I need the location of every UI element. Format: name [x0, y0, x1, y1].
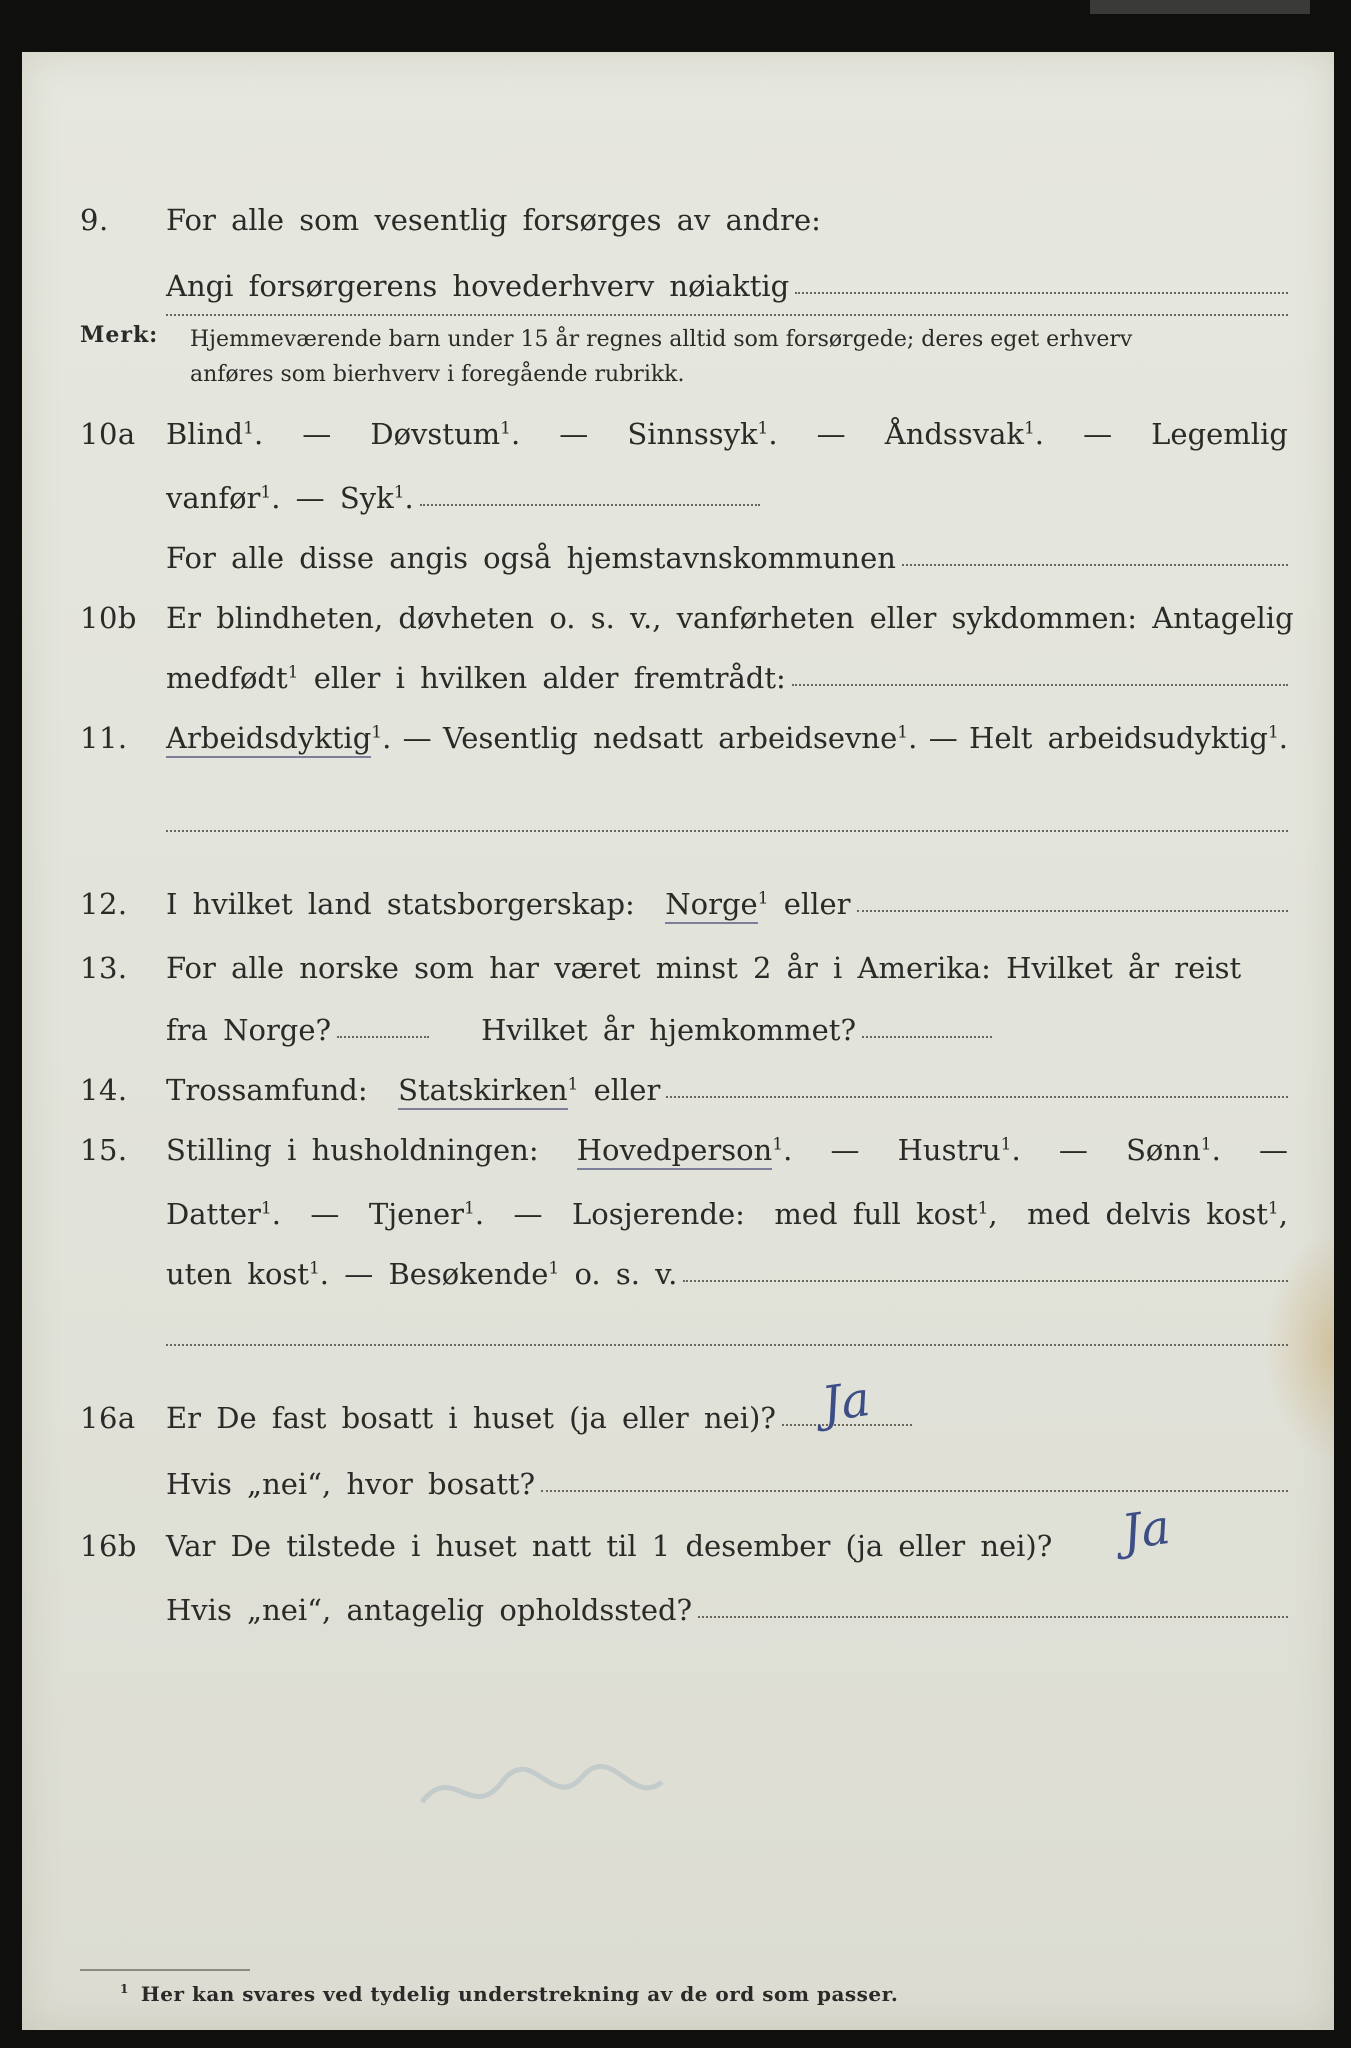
dash-7: — [928, 721, 958, 755]
opt-andssvak[interactable]: Åndssvak$^1$. [884, 417, 1044, 451]
q10a-row-3 [22, 532, 1334, 584]
q13-row-2 [22, 1004, 1334, 1056]
q10a-row-1 [22, 408, 1334, 460]
opt-tjener[interactable]: Tjener$^1$. [368, 1197, 485, 1231]
q15-row-1 [22, 1124, 1334, 1176]
q15-losjerende: Losjerende: [571, 1197, 745, 1231]
q13-fra: fra Norge? [166, 1013, 332, 1047]
q9-answer-line[interactable] [795, 292, 1288, 294]
opt-syk[interactable]: Syk$^1$. [339, 481, 414, 515]
dash-5: — [295, 481, 325, 515]
census-form-page [22, 52, 1334, 2030]
q9-line1: For alle som vesentlig forsørges av andre: [166, 203, 821, 237]
q9-row-1 [22, 194, 1334, 246]
q16b-handwritten-answer: Ja [1118, 1498, 1174, 1562]
q9-row-2 [22, 260, 1334, 312]
footnote [120, 1982, 898, 2006]
opt-uten[interactable]: uten kost$^1$. [166, 1257, 330, 1291]
q13-line2 [166, 1013, 1288, 1047]
merk-label: Merk: [80, 322, 159, 348]
dash-2: — [559, 417, 589, 451]
q10b-row-1 [22, 592, 1334, 644]
opt-hustru[interactable]: Hustru$^1$. [897, 1133, 1021, 1167]
q12-line [166, 887, 1288, 921]
q14-answer-line[interactable] [666, 1096, 1288, 1098]
q10a-syk-line[interactable] [420, 504, 760, 506]
q16b-line1 [166, 1529, 1288, 1563]
q15-osv: o. s. v. [574, 1257, 678, 1291]
q10b-answer-line[interactable] [792, 684, 1288, 686]
q15-row-3 [22, 1248, 1334, 1300]
dash-13: — [344, 1257, 374, 1291]
dash-8: — [830, 1133, 860, 1167]
q16a-row-1 [22, 1392, 1334, 1444]
opt-arbeidsdyktig[interactable]: Arbeidsdyktig$^1$. [166, 721, 391, 755]
q10b-number: 10b [80, 601, 137, 635]
q13-row-1 [22, 942, 1334, 994]
dash-4: — [1083, 417, 1113, 451]
top-edge [1090, 0, 1310, 14]
q16a-line1 [166, 1401, 1288, 1435]
q16b-line2-text: Hvis „nei“, antagelig opholdssted? [166, 1593, 693, 1627]
q11-number: 11. [80, 721, 128, 755]
dash-3: — [816, 417, 846, 451]
footnote-text: Her kan svares ved tydelig understrekning av de ord som passer. [140, 1982, 899, 2006]
q10a-row-2 [22, 472, 1334, 524]
q15-answer-line[interactable] [683, 1280, 1288, 1282]
opt-sinnssyk[interactable]: Sinnssyk$^1$. [627, 417, 778, 451]
dash-9: — [1058, 1133, 1088, 1167]
q16a-text: Er De fast bosatt i huset (ja eller nei)? [166, 1401, 776, 1435]
q15-text: Stilling i husholdningen: [166, 1133, 539, 1167]
q12-answer-line[interactable] [857, 910, 1288, 912]
q14-text: Trossamfund: [166, 1073, 368, 1107]
opt-statskirken[interactable]: Statskirken$^1$ [398, 1073, 578, 1107]
merk-line2: anføres som bierhverv i foregående rubrikk. [190, 362, 685, 387]
bleed-through-mark [412, 1752, 672, 1832]
q10a-number: 10a [80, 417, 136, 451]
q15-line2 [166, 1197, 1288, 1231]
opt-dovstum[interactable]: Døvstum$^1$. [370, 417, 521, 451]
dash-11: — [310, 1197, 340, 1231]
q12-text: I hvilket land statsborgerskap: [166, 887, 635, 921]
footnote-rule [80, 1969, 250, 1971]
opt-nedsatt[interactable]: Vesentlig nedsatt arbeidsevne$^1$. [443, 721, 918, 755]
q16a-line2-text: Hvis „nei“, hvor bosatt? [166, 1467, 536, 1501]
q10b-row-2 [22, 652, 1334, 704]
q10b-rest: eller i hvilken alder fremtrådt: [313, 661, 786, 695]
q9-extra-line [166, 314, 1288, 316]
opt-blind[interactable]: Blind$^1$. [166, 417, 264, 451]
opt-medfodt[interactable]: medfødt$^1$ [166, 661, 299, 695]
q16a-line2 [166, 1467, 1288, 1501]
q16b-text: Var De tilstede i huset natt til 1 desember (ja eller nei)? [166, 1529, 1053, 1563]
merk-line1: Hjemmeværende barn under 15 år regnes alltid som forsørgede; deres eget erhverv [190, 327, 1133, 352]
q15-line3 [166, 1257, 1288, 1291]
dash-1: — [302, 417, 332, 451]
q14-eller: eller [593, 1073, 661, 1107]
dash-6: — [402, 721, 432, 755]
q10b-line1: Er blindheten, døvheten o. s. v., vanførheten eller sykdommen: Antagelig [166, 601, 1294, 635]
q14-number: 14. [80, 1073, 128, 1107]
q16b-line2 [166, 1593, 1288, 1627]
opt-fullkost[interactable]: med full kost$^1$, [774, 1197, 998, 1231]
q15-line1 [166, 1133, 1288, 1167]
opt-norge[interactable]: Norge$^1$ [665, 887, 768, 921]
dash-12: — [513, 1197, 543, 1231]
q16a-number: 16a [80, 1401, 136, 1435]
q13-hjem-line[interactable] [862, 1036, 992, 1038]
q11-line [166, 721, 1288, 755]
q14-row [22, 1064, 1334, 1116]
footnote-mark: 1 [120, 1982, 129, 1997]
opt-hovedperson[interactable]: Hovedperson$^1$. [577, 1133, 793, 1167]
q11-row [22, 712, 1334, 764]
q13-fra-line[interactable] [337, 1036, 429, 1038]
q16a-handwritten-answer: Ja [818, 1370, 874, 1434]
q16b-number: 16b [80, 1529, 137, 1563]
q16b-oppholdssted-line[interactable] [698, 1616, 1288, 1618]
opt-udyktig[interactable]: Helt arbeidsudyktig$^1$. [969, 721, 1288, 755]
q16b-row-2 [22, 1584, 1334, 1636]
q9-line2-text: Angi forsørgerens hovederhverv nøiaktig [166, 269, 790, 303]
opt-sonn[interactable]: Sønn$^1$. [1126, 1133, 1221, 1167]
q14-line [166, 1073, 1288, 1107]
q13-number: 13. [80, 951, 128, 985]
merk-note [190, 322, 1288, 392]
q9-line2 [166, 269, 1288, 303]
q12-number: 12. [80, 887, 128, 921]
q13-line1: For alle norske som har været minst 2 år i Amerika: Hvilket år reist [166, 951, 1242, 985]
opt-datter[interactable]: Datter$^1$. [166, 1197, 281, 1231]
opt-besokende[interactable]: Besøkende$^1$ [388, 1257, 560, 1291]
q11-answer-line[interactable] [166, 830, 1288, 832]
q12-eller: eller [783, 887, 851, 921]
q13-hjem: Hvilket år hjemkommet? [481, 1013, 857, 1047]
q16a-bosatt-line[interactable] [541, 1490, 1288, 1492]
opt-legemlig[interactable]: Legemlig [1151, 417, 1288, 451]
q10a-line3 [166, 541, 1288, 575]
q10b-line2 [166, 661, 1288, 695]
dash-10: — [1258, 1133, 1288, 1167]
opt-vanfor[interactable]: vanfør$^1$. [166, 481, 281, 515]
q10a-line1 [166, 417, 1288, 451]
q10a-line2 [166, 481, 1288, 515]
q10a-line3-text: For alle disse angis også hjemstavnskommunen [166, 541, 896, 575]
opt-delvis[interactable]: med delvis kost$^1$, [1027, 1197, 1288, 1231]
q15-row-2 [22, 1188, 1334, 1240]
q15-number: 15. [80, 1133, 128, 1167]
q15-extra-line[interactable] [166, 1344, 1288, 1346]
hjemstavn-answer-line[interactable] [902, 564, 1288, 566]
q9-number: 9. [80, 203, 109, 237]
q12-row [22, 878, 1334, 930]
